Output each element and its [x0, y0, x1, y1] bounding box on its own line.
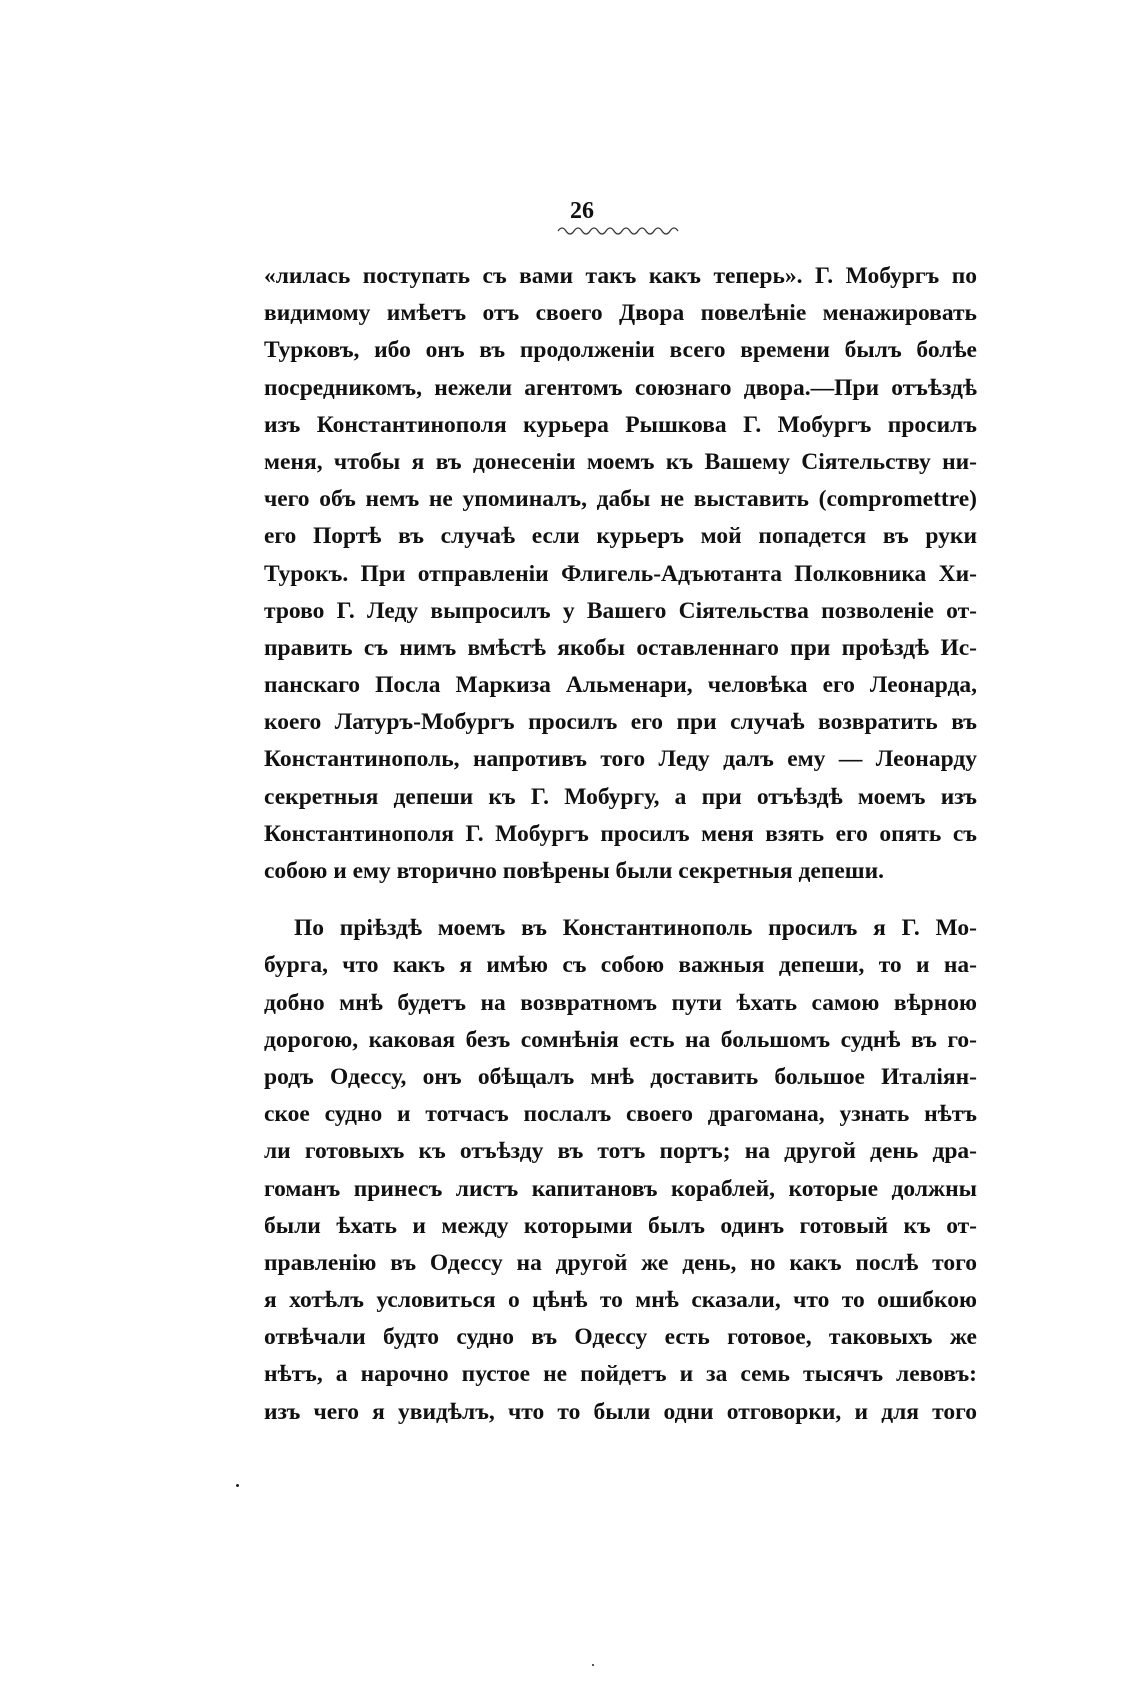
text-line: нѣтъ, а нарочно пустое не пойдетъ и за семь тысячъ левовъ:: [264, 1361, 977, 1388]
text-line: бурга, что какъ я имѣю съ собою важныя депеши, то и на-: [264, 952, 977, 979]
text-line: ли готовыхъ къ отъѣзду въ тотъ портъ; на другой день дра-: [264, 1138, 977, 1165]
page-number: 26: [570, 198, 594, 224]
text-line: чего объ немъ не упоминалъ, дабы не выставить (compromettre): [264, 486, 977, 513]
ink-speck: [592, 1664, 594, 1666]
text-line: ское судно и тотчасъ послалъ своего драгомана, узнать нѣтъ: [264, 1101, 977, 1128]
text-line: править съ нимъ вмѣстѣ якобы оставленнаго при проѣздѣ Ис-: [264, 634, 977, 661]
text-line: добно мнѣ будетъ на возвратномъ пути ѣхать самою вѣрною: [264, 989, 977, 1016]
text-line: Константинополь, напротивъ того Леду далъ ему — Леонарду: [264, 746, 977, 773]
text-line: коего Латуръ-Мобургъ просилъ его при случаѣ возвратить въ: [264, 709, 977, 736]
text-line: гоманъ принесъ листъ капитановъ кораблей, которые должны: [264, 1175, 977, 1202]
text-line: родъ Одессу, онъ обѣщалъ мнѣ доставить большое Италіян-: [264, 1063, 977, 1090]
text-line: отвѣчали будто судно въ Одессу есть готовое, таковыхъ же: [264, 1324, 977, 1351]
text-line: дорогою, каковая безъ сомнѣнія есть на большомъ суднѣ въ го-: [264, 1026, 977, 1053]
text-line: меня, чтобы я въ донесеніи моемъ къ Вашему Сіятельству ни-: [264, 448, 977, 475]
ink-speck: [236, 1484, 239, 1487]
text-line: Константинополя Г. Мобургъ просилъ меня взять его опять съ: [264, 820, 977, 847]
text-line: я хотѣлъ условиться о цѣнѣ то мнѣ сказали, что то ошибкою: [264, 1287, 977, 1314]
text-line: изъ чего я увидѣлъ, что то были одни отговорки, и для того: [264, 1398, 977, 1425]
text-line: Турокъ. При отправленіи Флигель-Адъютанта Полковника Хи-: [264, 560, 977, 587]
text-line: были ѣхать и между которыми былъ одинъ готовый къ от-: [264, 1212, 977, 1239]
paragraph: [264, 910, 977, 1431]
body-text: [264, 258, 977, 1431]
text-line: собою и ему вторично повѣрены были секретныя депеши.: [264, 858, 885, 884]
text-line: трово Г. Леду выпросилъ у Вашего Сіятельства позволеніе от-: [264, 597, 977, 624]
text-line: видимому имѣетъ отъ своего Двора повелѣніе менажировать: [264, 300, 977, 327]
paragraph: [264, 258, 977, 890]
text-line: панскаго Посла Маркиза Альменари, человѣка его Леонарда,: [264, 672, 977, 699]
text-line: По пріѣздѣ моемъ въ Константинополь просилъ я Г. Мо-: [294, 915, 977, 942]
text-line: «лилась поступать съ вами такъ какъ теперь». Г. Мобургъ по: [264, 263, 977, 289]
text-line: секретныя депеши къ Г. Мобургу, а при отъѣздѣ моемъ изъ: [264, 783, 977, 810]
text-line: посредникомъ, нежели агентомъ союзнаго двора.—При отъѣздѣ: [264, 374, 977, 401]
text-line: изъ Константинополя курьера Рышкова Г. Мобургъ просилъ: [264, 411, 977, 438]
text-line: Турковъ, ибо онъ въ продолженіи всего времени былъ болѣе: [264, 337, 977, 364]
text-line: его Портѣ въ случаѣ если курьеръ мой попадется въ руки: [264, 523, 977, 550]
wavy-ornament-icon: [556, 224, 680, 236]
text-line: правленію въ Одессу на другой же день, но какъ послѣ того: [264, 1249, 977, 1276]
